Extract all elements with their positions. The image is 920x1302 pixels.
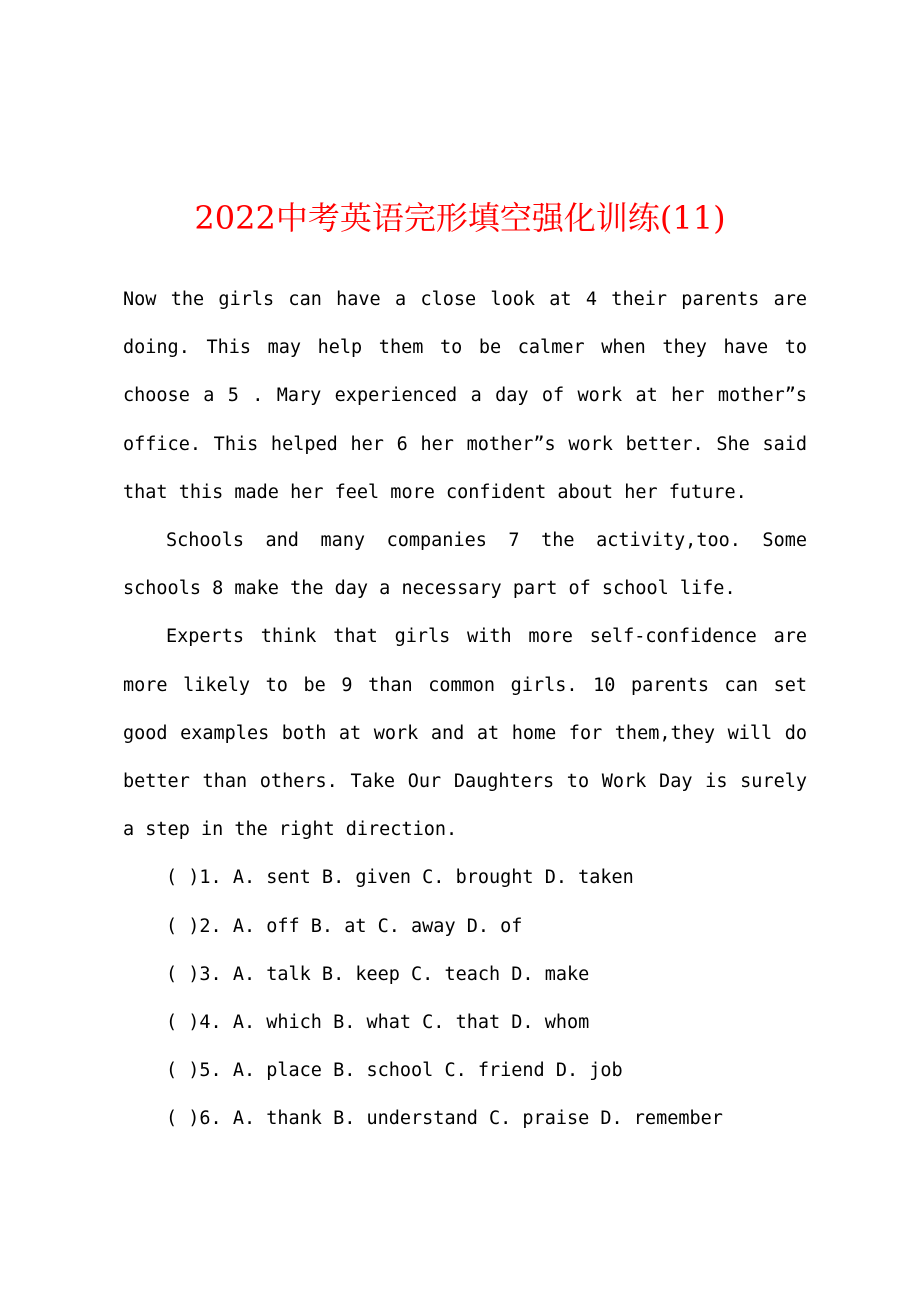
paragraph-3: Experts think that girls with more self-confidence are more likely to be 9 than common girls. 10 parents can set good examples both at work and at home for them,they will do better than others. Take Our Daughters to Work Day is surely a step in the right direction. [123, 626, 807, 841]
question-item-1: ( )1. A. sent B. given C. brought D. taken [166, 867, 634, 889]
question-item-4: ( )4. A. which B. what C. that D. whom [166, 1012, 590, 1034]
question-list [123, 854, 807, 1143]
document-body [123, 276, 807, 1144]
paragraph-2: Schools and many companies 7 the activity,too. Some schools 8 make the day a necessary part of school life. [123, 530, 807, 600]
paragraph-1: Now the girls can have a close look at 4 their parents are doing. This may help them to be calmer when they have to choose a 5 . Mary experienced a day of work at her mother”s office. This helped her 6 her mother”s work better. She said that this made her feel more confident about her future. [123, 289, 807, 503]
question-item-2: ( )2. A. off B. at C. away D. of [166, 915, 523, 937]
question-item-6: ( )6. A. thank B. understand C. praise D. remember [166, 1108, 723, 1130]
question-item-3: ( )3. A. talk B. keep C. teach D. make [166, 963, 590, 985]
question-item-5: ( )5. A. place B. school C. friend D. job [166, 1060, 623, 1082]
document-title: 2022中考英语完形填空强化训练(11) [194, 199, 726, 237]
